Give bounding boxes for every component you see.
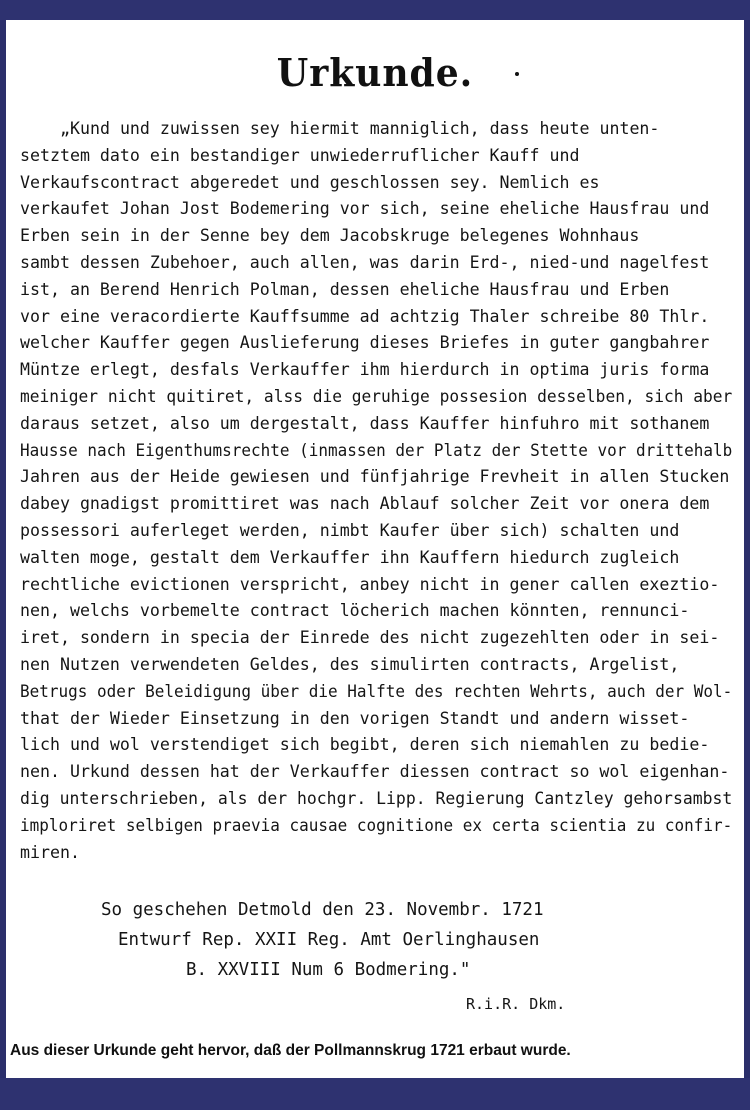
document-body: [20, 116, 732, 866]
document-line: sambt dessen Zubehoer, auch allen, was darin Erd-, nied-und nagelfest: [20, 252, 710, 272]
document-title: Urkunde.: [276, 50, 474, 95]
document-line: setztem dato ein bestandiger unwiederruflicher Kauff und: [20, 145, 580, 165]
document-line: nen Nutzen verwendeten Geldes, des simulirten contracts, Argelist,: [20, 654, 680, 674]
document-line: dabey gnadigst promittiret was nach Ablauf solcher Zeit vor onera dem: [20, 494, 710, 514]
document-line: Erben sein in der Senne bey dem Jacobskruge belegenes Wohnhaus: [20, 226, 640, 246]
document-line: welcher Kauffer gegen Auslieferung dieses Briefes in guter gangbahrer: [20, 333, 710, 353]
document-line: nen, welchs vorbemelte contract löcherich machen könnten, rennunci-: [20, 601, 690, 621]
closing-initials: R.i.R. Dkm.: [466, 995, 566, 1013]
document-line: Müntze erlegt, desfals Verkauffer ihm hierdurch in optima juris forma: [20, 360, 710, 380]
bottom-frame-bar: [0, 1078, 750, 1110]
document-line: lich und wol verstendiget sich begibt, deren sich niemahlen zu bedie-: [20, 735, 710, 755]
top-frame-bar: [0, 0, 750, 20]
document-line: meiniger nicht quitiret, alss die geruhige possesion desselben, sich aber: [20, 386, 733, 406]
document-line: verkaufet Johan Jost Bodemering vor sich, seine eheliche Hausfrau und: [20, 199, 710, 219]
document-line: Betrugs oder Beleidigung über die Halfte des rechten Wehrts, auch der Wol-: [20, 681, 733, 701]
document-line: „Kund und zuwissen sey hiermit manniglich, dass heute unten-: [60, 119, 660, 138]
document-page: [6, 20, 744, 1078]
document-line: daraus setzet, also um dergestalt, dass Kauffer hinfuhro mit sothanem: [20, 413, 710, 433]
document-line: imploriret selbigen praevia causae cognitione ex certa scientia zu confir-: [20, 815, 733, 835]
document-line: walten moge, gestalt dem Verkauffer ihn Kauffern hiedurch zugleich: [20, 547, 680, 567]
document-line: ist, an Berend Henrich Polman, dessen eheliche Hausfrau und Erben: [20, 279, 670, 299]
document-line: rechtliche evictionen verspricht, anbey nicht in gener callen exeztio-: [20, 574, 720, 594]
document-line: iret, sondern in specia der Einrede des nicht zugezehlten oder in sei-: [20, 628, 720, 648]
document-line: that der Wieder Einsetzung in den vorigen Standt und andern wisset-: [20, 708, 690, 728]
closing-record-number: B. XXVIII Num 6 Bodmering.": [186, 960, 471, 980]
ink-dot: [515, 72, 519, 76]
document-line: miren.: [20, 842, 80, 862]
document-line: Jahren aus der Heide gewiesen und fünfjahrige Frevheit in allen Stucken: [20, 467, 730, 487]
closing-reference: Entwurf Rep. XXII Reg. Amt Oerlinghausen: [118, 930, 540, 950]
document-line: Hausse nach Eigenthumsrechte (inmassen der Platz der Stette vor drittehalb: [20, 440, 733, 460]
document-line: Verkaufscontract abgeredet und geschlossen sey. Nemlich es: [20, 172, 600, 192]
document-line: possessori auferleget werden, nimbt Kaufer über sich) schalten und: [20, 520, 680, 540]
document-line: nen. Urkund dessen hat der Verkauffer diessen contract so wol eigenhan-: [20, 762, 730, 782]
closing-place-date: So geschehen Detmold den 23. Novembr. 1721: [101, 900, 544, 920]
document-line: dig unterschrieben, als der hochgr. Lipp. Regierung Cantzley gehorsambst: [20, 788, 733, 808]
document-line: vor eine veracordierte Kauffsumme ad achtzig Thaler schreibe 80 Thlr.: [20, 306, 710, 326]
caption: Aus dieser Urkunde geht hervor, daß der Pollmannskrug 1721 erbaut wurde.: [10, 1042, 571, 1059]
